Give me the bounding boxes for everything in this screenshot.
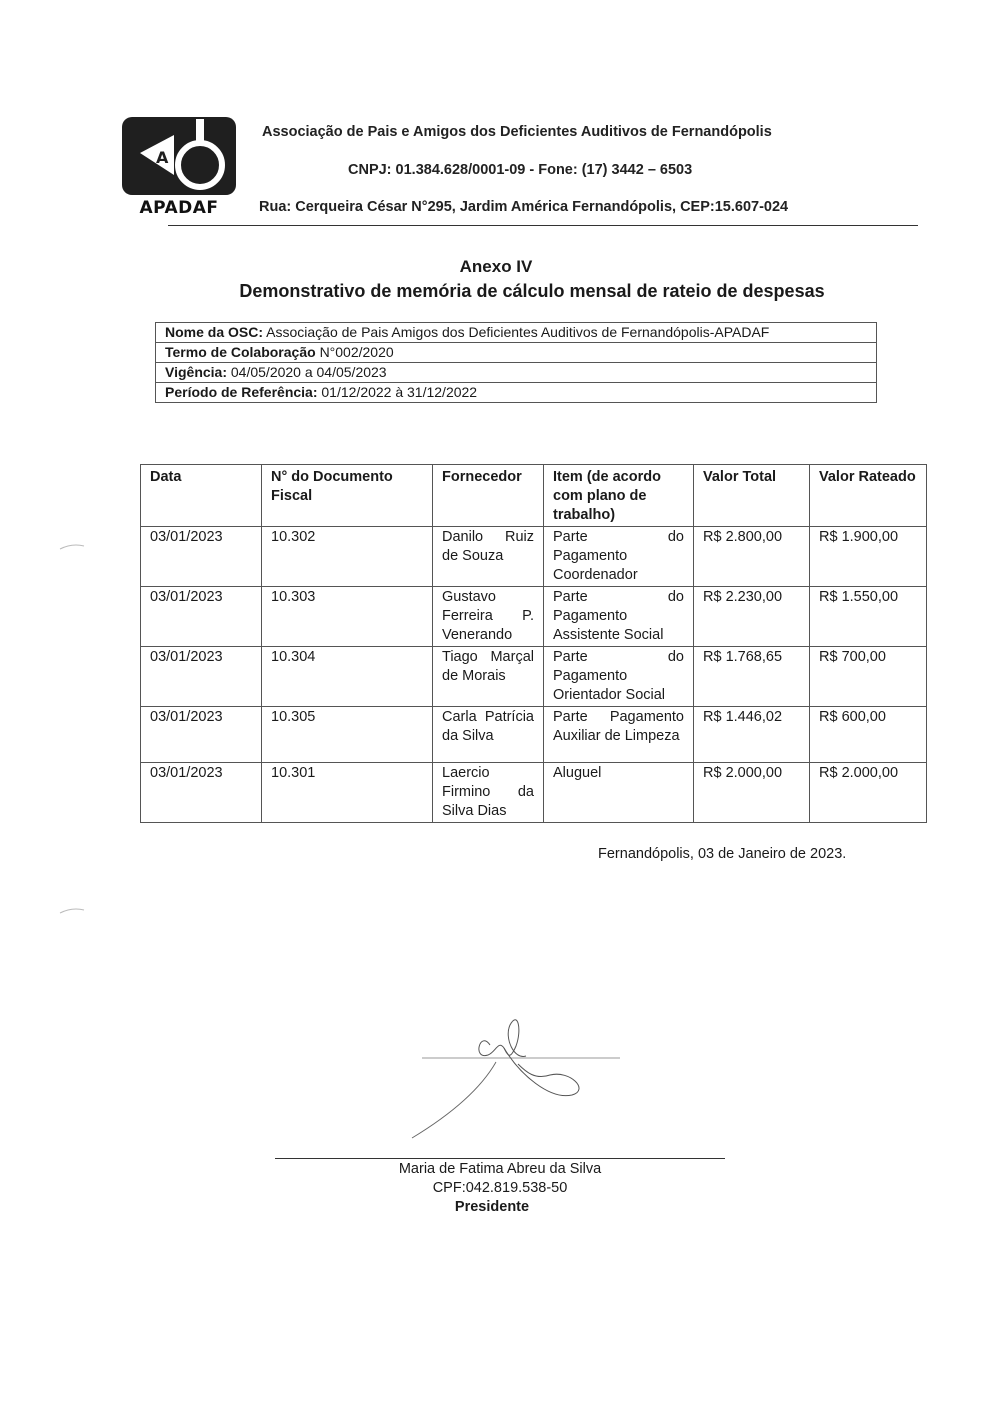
cell-item: Parte do Pagamento Assistente Social — [544, 587, 694, 647]
cell-fornecedor: Laercio Firmino da Silva Dias — [433, 763, 544, 823]
header-data: Data — [141, 465, 262, 527]
header-fornecedor: Fornecedor — [433, 465, 544, 527]
logo-text: APADAF — [139, 198, 219, 218]
cell-rateado: R$ 600,00 — [810, 707, 927, 763]
cell-item: Aluguel — [544, 763, 694, 823]
cell-doc: 10.302 — [262, 527, 433, 587]
vigencia-label: Vigência: — [165, 364, 227, 380]
cell-item: Parte do Pagamento Coordenador — [544, 527, 694, 587]
cell-data: 03/01/2023 — [141, 763, 262, 823]
cell-total: R$ 2.800,00 — [694, 527, 810, 587]
place-date: Fernandópolis, 03 de Janeiro de 2023. — [598, 846, 847, 862]
cell-doc: 10.304 — [262, 647, 433, 707]
header-documento-fiscal: N° do Documento Fiscal — [262, 465, 433, 527]
scan-mark-icon — [58, 906, 86, 916]
cell-rateado: R$ 700,00 — [810, 647, 927, 707]
cell-doc: 10.305 — [262, 707, 433, 763]
table-row — [141, 527, 927, 587]
info-row-vigencia — [156, 363, 877, 383]
termo-value: N°002/2020 — [319, 344, 394, 360]
cell-data: 03/01/2023 — [141, 587, 262, 647]
info-row-osc — [156, 323, 877, 343]
periodo-value: 01/12/2022 à 31/12/2022 — [321, 384, 478, 400]
scan-mark-icon — [58, 542, 86, 552]
svg-text:A: A — [156, 148, 169, 167]
cell-total: R$ 2.230,00 — [694, 587, 810, 647]
cell-rateado: R$ 1.900,00 — [810, 527, 927, 587]
annex-title: Anexo IV — [459, 257, 533, 276]
osc-label: Nome da OSC: — [165, 324, 264, 340]
cell-rateado: R$ 2.000,00 — [810, 763, 927, 823]
periodo-label: Período de Referência: — [165, 384, 318, 400]
cell-fornecedor: Tiago Marçal de Morais — [433, 647, 544, 707]
cell-total: R$ 1.768,65 — [694, 647, 810, 707]
header-divider — [168, 225, 918, 226]
cell-fornecedor: Carla Patrícia da Silva — [433, 707, 544, 763]
header-item: Item (de acordo com plano de trabalho) — [544, 465, 694, 527]
address: Rua: Cerqueira César N°295, Jardim América Fernandópolis, CEP:15.607-024 — [259, 199, 789, 215]
cnpj-phone: CNPJ: 01.384.628/0001-09 - Fone: (17) 3442 – 6503 — [348, 162, 693, 178]
cell-data: 03/01/2023 — [141, 647, 262, 707]
termo-label: Termo de Colaboração — [165, 344, 316, 360]
cell-item: Parte do Pagamento Orientador Social — [544, 647, 694, 707]
signature-icon — [400, 1000, 630, 1145]
vigencia-value: 04/05/2020 a 04/05/2023 — [230, 364, 387, 380]
org-name: Associação de Pais e Amigos dos Deficientes Auditivos de Fernandópolis — [262, 124, 772, 140]
cell-fornecedor: Danilo Ruiz de Souza — [433, 527, 544, 587]
signer-cpf: CPF:042.819.538-50 — [432, 1180, 568, 1196]
info-row-termo — [156, 343, 877, 363]
info-row-periodo — [156, 383, 877, 403]
document-title: Demonstrativo de memória de cálculo mensal de rateio de despesas — [239, 281, 825, 301]
cell-doc: 10.303 — [262, 587, 433, 647]
cell-data: 03/01/2023 — [141, 707, 262, 763]
signer-name: Maria de Fatima Abreu da Silva — [398, 1161, 602, 1177]
cell-fornecedor: Gustavo Ferreira P. Venerando — [433, 587, 544, 647]
table-row — [141, 763, 927, 823]
table-row — [141, 587, 927, 647]
signature-line — [275, 1158, 725, 1159]
header-valor-rateado: Valor Rateado — [810, 465, 927, 527]
signer-role: Presidente — [454, 1199, 530, 1215]
cell-data: 03/01/2023 — [141, 527, 262, 587]
osc-value: Associação de Pais Amigos dos Deficientes Auditivos de Fernandópolis-APADAF — [266, 324, 770, 340]
table-header-row — [141, 465, 927, 527]
table-row — [141, 647, 927, 707]
expense-table — [140, 464, 927, 823]
info-box — [155, 322, 877, 403]
cell-doc: 10.301 — [262, 763, 433, 823]
cell-total: R$ 1.446,02 — [694, 707, 810, 763]
table-row — [141, 707, 927, 763]
cell-rateado: R$ 1.550,00 — [810, 587, 927, 647]
cell-item: Parte Pagamento Auxiliar de Limpeza — [544, 707, 694, 763]
header-valor-total: Valor Total — [694, 465, 810, 527]
cell-total: R$ 2.000,00 — [694, 763, 810, 823]
